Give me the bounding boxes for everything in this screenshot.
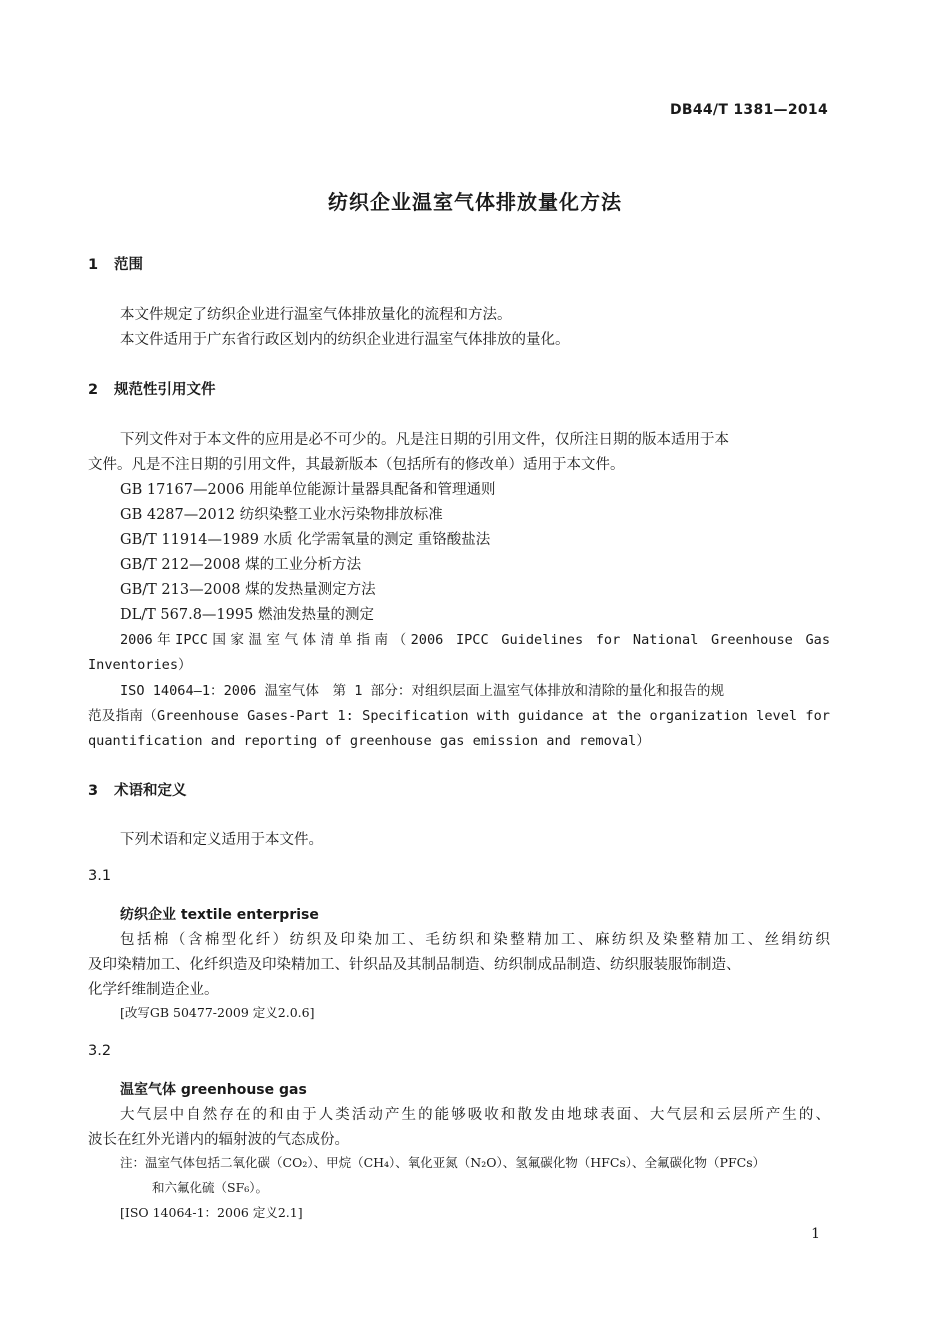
section-number: 3	[88, 783, 99, 799]
paragraph: 文件。凡是不注日期的引用文件，其最新版本（包括所有的修改单）适用于本文件。	[88, 457, 625, 473]
section-title: 范围	[114, 257, 143, 273]
term-source: [改写GB 50477-2009 定义2.0.6]	[120, 1005, 315, 1020]
section-title: 规范性引用文件	[114, 382, 216, 398]
term-definition: 包括棉（含棉型化纤）纺织及印染加工、毛纺织和染整精加工、麻纺织及染整精加工、丝绢纺织	[120, 932, 830, 948]
document-title: 纺织企业温室气体排放量化方法	[328, 190, 622, 214]
standard-code: DB44/T 1381—2014	[669, 102, 828, 118]
paragraph: 下列术语和定义适用于本文件。	[120, 832, 323, 848]
section-title: 术语和定义	[114, 783, 187, 799]
term-note: 注：温室气体包括二氧化碳（CO₂）、甲烷（CH₄）、氧化亚氮（N₂O）、氢氟碳化物（HFCs）、全氟碳化物（PFCs）	[120, 1155, 766, 1170]
term-note-cont: 和六氟化硫（SF₆）。	[152, 1180, 268, 1195]
reference-item: GB 17167—2006 用能单位能源计量器具配备和管理通则	[120, 482, 496, 498]
reference-item-ipcc-cont: Inventories）	[88, 657, 192, 673]
term-number: 3.1	[88, 868, 112, 884]
term-source: [ISO 14064-1：2006 定义2.1]	[120, 1205, 303, 1220]
paragraph: 本文件规定了纺织企业进行温室气体排放量化的流程和方法。	[120, 307, 512, 323]
term-definition: 波长在红外光谱内的辐射波的气态成份。	[88, 1132, 349, 1148]
reference-item-ipcc: 2006年IPCC国家温室气体清单指南（2006 IPCC Guidelines for National Greenhouse Gas	[120, 632, 830, 648]
section-heading-scope	[88, 253, 143, 274]
reference-item: DL/T 567.8—1995 燃油发热量的测定	[120, 607, 374, 623]
section-heading-terms	[88, 779, 187, 800]
term-title: 纺织企业 textile enterprise	[120, 907, 319, 923]
term-number: 3.2	[88, 1043, 112, 1059]
reference-item: GB/T 213—2008 煤的发热量测定方法	[120, 582, 376, 598]
term-definition: 化学纤维制造企业。	[88, 982, 219, 998]
reference-item: GB 4287—2012 纺织染整工业水污染物排放标准	[120, 507, 443, 523]
reference-item: GB/T 11914—1989 水质 化学需氧量的测定 重铬酸盐法	[120, 532, 491, 548]
section-number: 2	[88, 382, 99, 398]
reference-item-iso-cont: quantification and reporting of greenhouse gas emission and removal）	[88, 733, 650, 749]
page-number: 1	[811, 1226, 820, 1242]
paragraph: 下列文件对于本文件的应用是必不可少的。凡是注日期的引用文件，仅所注日期的版本适用于本	[120, 432, 729, 448]
term-title: 温室气体 greenhouse gas	[120, 1082, 307, 1098]
term-definition: 大气层中自然存在的和由于人类活动产生的能够吸收和散发由地球表面、大气层和云层所产生的、	[120, 1107, 830, 1123]
section-number: 1	[88, 257, 99, 273]
reference-item-iso: ISO 14064—1：2006 温室气体 第 1 部分：对组织层面上温室气体排放和清除的量化和报告的规	[120, 683, 725, 699]
term-definition: 及印染精加工、化纤织造及印染精加工、针织品及其制品制造、纺织制成品制造、纺织服装服饰制造、	[88, 957, 741, 973]
section-heading-normative-references	[88, 378, 216, 399]
paragraph: 本文件适用于广东省行政区划内的纺织企业进行温室气体排放的量化。	[120, 332, 570, 348]
reference-item: GB/T 212—2008 煤的工业分析方法	[120, 557, 362, 573]
reference-item-iso-cont: 范及指南（Greenhouse Gases-Part 1: Specification with guidance at the organization level for	[88, 708, 830, 724]
